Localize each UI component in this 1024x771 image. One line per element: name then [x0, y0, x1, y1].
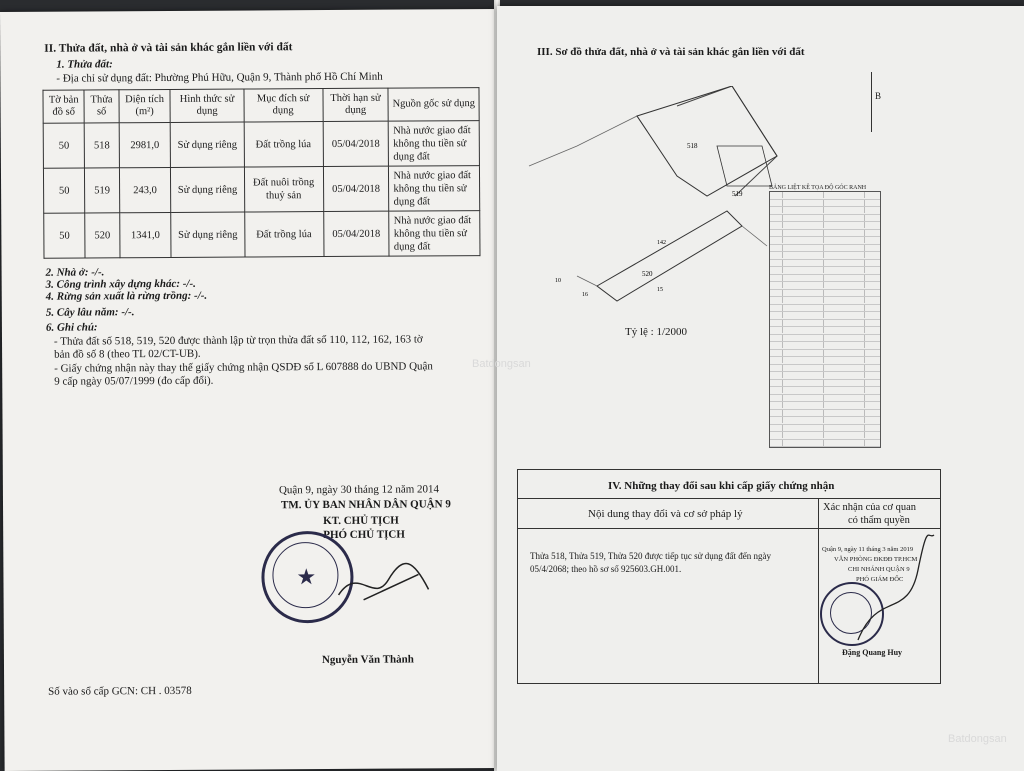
coordinate-row	[770, 357, 880, 365]
note-line: - Thửa đất số 518, 519, 520 được thành lập từ trọn thửa đất số 110, 112, 162, 163 tờ	[53, 333, 423, 348]
coordinate-row	[770, 432, 880, 440]
map-label: 519	[732, 190, 743, 198]
table-cell: 05/04/2018	[323, 211, 389, 256]
coordinate-table	[769, 191, 881, 448]
table-row	[44, 211, 480, 259]
table-header-cell: Tờ bản đồ số	[43, 90, 85, 123]
coordinate-row	[770, 402, 880, 410]
table-header-row	[43, 88, 479, 124]
table-cell: 2981,0	[119, 122, 171, 167]
signature-icon	[848, 530, 938, 650]
item-notes: 6. Ghi chú:	[45, 321, 98, 334]
coordinate-row	[770, 207, 880, 215]
note-line: 9 cấp ngày 05/07/1999 (đo cấp đổi).	[54, 374, 214, 388]
table-cell: Sử dụng riêng	[171, 212, 245, 257]
signing-date: Quận 9, ngày 30 tháng 12 năm 2014	[278, 483, 440, 497]
map-label: 520	[642, 270, 653, 278]
coordinate-row	[770, 245, 880, 253]
coordinate-row	[770, 230, 880, 238]
table-cell: Đất nuôi trồng thuỷ sản	[244, 167, 323, 212]
table-cell: 05/04/2018	[323, 121, 389, 166]
confirm-role: PHÓ GIÁM ĐỐC	[856, 576, 904, 583]
confirm-col-header: Xác nhận của cơ quan	[823, 502, 917, 513]
map-label: 10	[555, 278, 561, 284]
coordinate-row	[770, 260, 880, 268]
change-text: Thửa 518, Thửa 519, Thửa 520 được tiếp tục sử dụng đất đến ngày	[530, 551, 772, 561]
table-cell: 50	[43, 168, 85, 213]
coordinate-row	[770, 350, 880, 358]
table-cell: 520	[85, 213, 120, 258]
table-cell: Sử dụng riêng	[170, 122, 244, 167]
table-row	[43, 166, 479, 214]
coordinate-row	[770, 192, 880, 200]
table-cell: 519	[85, 168, 120, 213]
table-cell: 243,0	[119, 167, 171, 212]
signature-icon	[333, 554, 443, 615]
coordinate-row	[770, 440, 880, 448]
table-cell: 1341,0	[119, 212, 171, 257]
coordinate-row	[770, 327, 880, 335]
item-other-construction: 3. Công trình xây dựng khác: -/-.	[45, 277, 196, 291]
coordinate-row	[770, 342, 880, 350]
coordinate-row	[770, 372, 880, 380]
certificate-right-page	[497, 6, 1024, 771]
table-header-cell: Nguồn gốc sử dụng	[388, 88, 479, 122]
confirm-date: Quận 9, ngày 11 tháng 3 năm 2019	[822, 546, 914, 553]
section3-title: III. Sơ đồ thửa đất, nhà ở và tài sản khác gắn liền với đất	[537, 46, 805, 58]
official-seal-icon: ★	[261, 531, 354, 624]
address-line: - Địa chỉ sử dụng đất: Phường Phú Hữu, Quận 9, Thành phố Hồ Chí Minh	[56, 70, 383, 85]
coordinate-row	[770, 222, 880, 230]
certificate-left-page	[0, 9, 502, 771]
section4-title: IV. Những thay đổi sau khi cấp giấy chứng nhận	[608, 480, 835, 492]
coordinate-row	[770, 275, 880, 283]
coordinate-row	[770, 312, 880, 320]
table-row	[43, 121, 479, 169]
changes-table	[517, 469, 941, 684]
coordinate-row	[770, 380, 880, 388]
north-label: B	[875, 91, 882, 101]
signing-organization: TM. ỦY BAN NHÂN DÂN QUẬN 9	[280, 498, 451, 512]
coordinate-row	[770, 335, 880, 343]
coordinate-row	[770, 410, 880, 418]
table-cell: Nhà nước giao đất không thu tiền sử dụng đất	[389, 166, 480, 212]
coordinate-row	[770, 387, 880, 395]
confirm-signer: Đặng Quang Huy	[842, 648, 903, 657]
section2-title: II. Thửa đất, nhà ở và tài sản khác gắn liền với đất	[44, 41, 293, 55]
watermark: Batdongsan	[472, 358, 531, 370]
north-arrow-icon	[871, 72, 872, 132]
coordinate-row	[770, 215, 880, 223]
signing-title: KT. CHỦ TỊCH	[323, 514, 399, 528]
item-house: 2. Nhà ở: -/-.	[45, 266, 105, 279]
map-label: 142	[657, 240, 666, 246]
map-scale: Tỷ lệ : 1/2000	[625, 326, 688, 338]
coord-table-title: BẢNG LIỆT KÊ TỌA ĐỘ GÓC RANH	[769, 185, 867, 191]
changes-col-header: Nội dung thay đổi và cơ sở pháp lý	[588, 508, 743, 520]
table-header-cell: Diện tích (m²)	[119, 89, 171, 122]
confirm-office: VĂN PHÒNG ĐKĐĐ TP.HCM	[834, 556, 918, 563]
table-cell: 05/04/2018	[323, 166, 389, 211]
coordinate-row	[770, 252, 880, 260]
coordinate-row	[770, 282, 880, 290]
register-number: Số vào sổ cấp GCN: CH . 03578	[48, 684, 192, 698]
coordinate-row	[770, 297, 880, 305]
coordinate-row	[770, 395, 880, 403]
item-perennial-trees: 5. Cây lâu năm: -/-.	[45, 306, 135, 319]
coordinate-row	[770, 237, 880, 245]
coordinate-row	[770, 417, 880, 425]
table-header-cell: Thời hạn sử dụng	[322, 88, 388, 121]
coordinate-row	[770, 305, 880, 313]
table-cell: Đất trồng lúa	[244, 122, 323, 167]
coordinate-row	[770, 320, 880, 328]
coordinate-row	[770, 365, 880, 373]
change-text: 05/4/2068; theo hồ sơ số 925603.GH.001.	[530, 564, 682, 574]
coordinate-row	[770, 425, 880, 433]
table-cell: 518	[84, 123, 119, 168]
confirm-office: CHI NHÁNH QUẬN 9	[848, 566, 910, 573]
map-label: 15	[657, 287, 663, 293]
note-line: bản đồ số 8 (theo TL 02/CT-UB).	[54, 347, 201, 361]
table-cell: 50	[44, 213, 86, 258]
table-cell: Nhà nước giao đất không thu tiền sử dụng đất	[389, 121, 480, 167]
table-header-cell: Hình thức sử dụng	[170, 89, 243, 122]
table-cell: Nhà nước giao đất không thu tiền sử dụng đất	[389, 211, 480, 257]
land-heading: 1. Thửa đất:	[56, 58, 113, 71]
table-cell: Đất trồng lúa	[244, 212, 323, 257]
coordinate-row	[770, 267, 880, 275]
item-forest: 4. Rừng sản xuất là rừng trồng: -/-.	[45, 289, 208, 303]
map-label: 518	[687, 142, 698, 150]
signing-title: PHÓ CHỦ TỊCH	[323, 528, 405, 542]
parcel-table	[42, 87, 480, 259]
coordinate-row	[770, 290, 880, 298]
watermark: Batdongsan	[948, 733, 1007, 745]
table-header-cell: Mục đích sử dụng	[244, 89, 323, 122]
signer-name: Nguyễn Văn Thành	[321, 653, 414, 667]
map-label: 16	[582, 292, 588, 298]
table-cell: Sử dụng riêng	[171, 167, 245, 212]
confirm-col-header: có thẩm quyền	[848, 515, 910, 526]
note-line: - Giấy chứng nhận này thay thế giấy chứng nhận QSDĐ số L 607888 do UBND Quận	[54, 360, 433, 375]
table-header-cell: Thửa số	[84, 90, 119, 123]
coordinate-row	[770, 200, 880, 208]
table-cell: 50	[43, 123, 85, 168]
